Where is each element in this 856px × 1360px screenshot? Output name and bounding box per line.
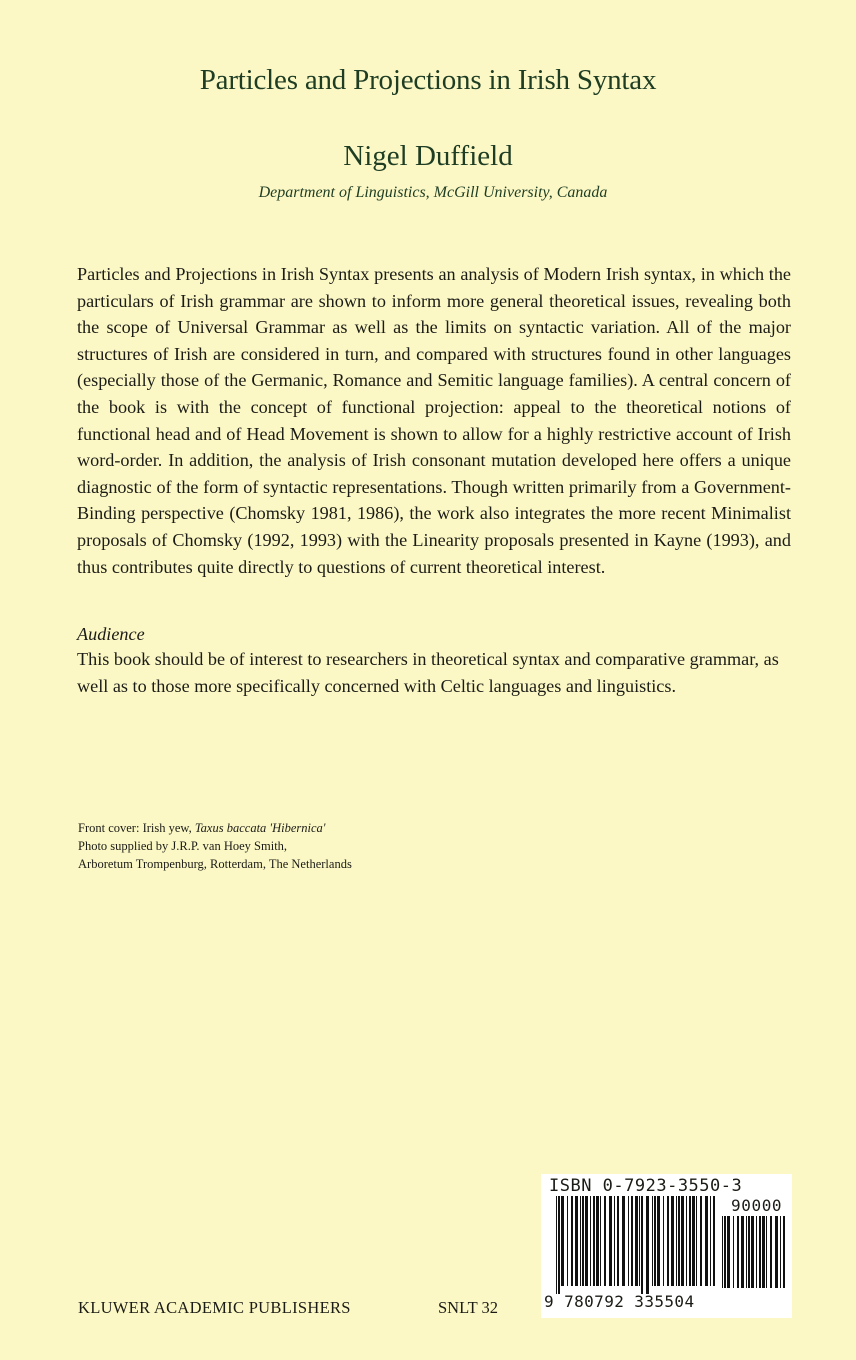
barcode-bar xyxy=(617,1196,619,1286)
barcode-bar xyxy=(775,1216,778,1288)
barcode-bar xyxy=(756,1216,757,1288)
barcode-bar xyxy=(689,1196,691,1286)
barcode-bar xyxy=(609,1196,612,1286)
book-title: Particles and Projections in Irish Syntax xyxy=(199,64,657,96)
barcode-bar xyxy=(652,1196,653,1286)
barcode-bar xyxy=(770,1216,772,1288)
barcode-bar xyxy=(724,1216,726,1288)
barcode-bar xyxy=(748,1216,750,1288)
barcode-bar xyxy=(678,1196,680,1286)
audience-heading: Audience xyxy=(77,624,145,644)
book-abstract: Particles and Projections in Irish Syntax presents an analysis of Modern Irish syntax, in which the particulars of Irish grammar are shown to inform more general theoretical issues, revealing both the scope of Universal Grammar as well as the limits on syntactic variation. All of the major structures of Irish are considered in turn, and compared with structures found in other languages (especially those of the Germanic, Romance and Semitic language families). A central concern of the book is with the concept of functional projection: appeal to the theoretical notions of functional head and of Head Movement is shown to allow for a highly restrictive account of Irish word-order. In addition, the analysis of Irish consonant mutation developed here offers a unique diagnostic of the form of syntactic representations. Though written primarily from a Government-Binding perspective (Chomsky 1981, 1986), the work also integrates the more recent Minimalist proposals of Chomsky (1992, 1993) with the Linearity proposals presented in Kayne (1993), and thus contributes quite directly to questions of current theoretical interest. xyxy=(77,264,791,577)
addon-barcode xyxy=(722,1216,785,1288)
barcode-bar xyxy=(639,1196,640,1286)
main-barcode xyxy=(556,1196,715,1294)
barcode-bar xyxy=(705,1196,708,1286)
barcode-bar xyxy=(700,1196,702,1286)
cover-credits xyxy=(78,819,352,873)
barcode-bar xyxy=(713,1196,715,1286)
barcode-bar xyxy=(671,1196,674,1286)
barcode-bar xyxy=(783,1216,785,1288)
barcode-bar xyxy=(696,1196,697,1286)
barcode-bar xyxy=(646,1196,649,1294)
barcode-bar xyxy=(582,1196,584,1286)
isbn-number: ISBN 0-7923-3550-3 xyxy=(549,1176,743,1196)
barcode-bar xyxy=(663,1196,664,1286)
barcode-bar xyxy=(692,1196,695,1286)
barcode-bar xyxy=(654,1196,656,1286)
barcode-bar xyxy=(641,1196,643,1294)
barcode-bar xyxy=(762,1216,765,1288)
barcode-bar xyxy=(676,1196,677,1286)
audience-text: This book should be of interest to researchers in theoretical syntax and comparative grammar, as well as to those more specifically concerned with Celtic languages and linguistics. xyxy=(77,649,779,696)
ean-digits: 9 780792 335504 xyxy=(544,1292,695,1311)
barcode-bar xyxy=(727,1216,730,1288)
barcode-bar xyxy=(580,1196,581,1286)
barcode-bar xyxy=(686,1196,687,1286)
barcode-bar xyxy=(585,1196,588,1286)
isbn-barcode xyxy=(541,1174,792,1318)
barcode-bar xyxy=(561,1196,564,1286)
publisher-name: KLUWER ACADEMIC PUBLISHERS xyxy=(78,1298,351,1317)
barcode-bar xyxy=(667,1196,669,1286)
credit-prefix: Front cover: Irish yew, xyxy=(78,821,195,835)
barcode-bar xyxy=(556,1196,557,1294)
credit-species: Taxus baccata 'Hibernica' xyxy=(194,821,326,835)
barcode-bar xyxy=(741,1216,744,1288)
barcode-bar xyxy=(635,1196,638,1286)
addon-digits: 90000 xyxy=(731,1196,783,1215)
barcode-bar xyxy=(567,1196,568,1286)
credit-line-3: Arboretum Trompenburg, Rotterdam, The Netherlands xyxy=(78,857,352,871)
author-name: Nigel Duffield xyxy=(343,140,513,172)
barcode-bar xyxy=(596,1196,599,1286)
barcode-bar xyxy=(780,1216,781,1288)
barcode-bar xyxy=(593,1196,595,1286)
barcode-bar xyxy=(604,1196,606,1286)
barcode-bar xyxy=(657,1196,660,1286)
barcode-bar xyxy=(759,1216,761,1288)
series-number: SNLT 32 xyxy=(438,1298,499,1317)
credit-line-2: Photo supplied by J.R.P. van Hoey Smith, xyxy=(78,839,288,853)
barcode-bar xyxy=(681,1196,684,1286)
barcode-bar xyxy=(631,1196,633,1286)
author-affiliation: Department of Linguistics, McGill University, Canada xyxy=(258,184,608,201)
barcode-bar xyxy=(558,1196,560,1294)
barcode-bar xyxy=(575,1196,578,1286)
barcode-bar xyxy=(710,1196,711,1286)
barcode-bar xyxy=(600,1196,601,1286)
barcode-bar xyxy=(746,1216,747,1288)
barcode-bar xyxy=(628,1196,629,1286)
barcode-bar xyxy=(590,1196,591,1286)
barcode-bar xyxy=(766,1216,767,1288)
barcode-bar xyxy=(622,1196,625,1286)
barcode-bar xyxy=(571,1196,573,1286)
credit-line-1 xyxy=(78,819,352,837)
barcode-bar xyxy=(722,1216,723,1288)
barcode-bar xyxy=(737,1216,739,1288)
barcode-bar xyxy=(733,1216,734,1288)
barcode-bar xyxy=(751,1216,754,1288)
barcode-bar xyxy=(614,1196,615,1286)
